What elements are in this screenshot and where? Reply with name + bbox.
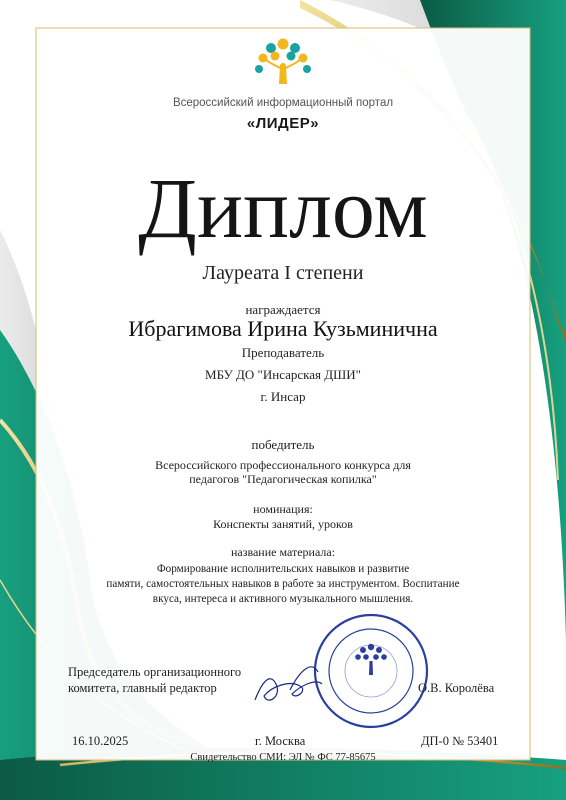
awarded-label: награждается [245, 302, 321, 317]
portal-name: Всероссийский информационный портал [172, 97, 394, 109]
diploma-degree: Лауреата I степени [202, 262, 364, 284]
recipient-organization: МБУ ДО "Инсарская ДШИ" [205, 367, 361, 382]
signer-name: О.В. Королёва [418, 681, 495, 695]
contest-line-1: Всероссийского профессионального конкурса для [155, 458, 411, 472]
recipient-position: Преподаватель [241, 345, 325, 360]
issue-date: 16.10.2025 [72, 734, 129, 748]
nomination-value: Конспекты занятий, уроков [213, 517, 353, 531]
signer-role-line-1: Председатель организационного [68, 665, 242, 679]
diploma-title: Диплом [138, 160, 428, 256]
material-line-1: Формирование исполнительских навыков и развитие [156, 563, 410, 575]
issue-city: г. Москва [255, 734, 306, 748]
material-label: название материала: [230, 545, 336, 559]
recipient-name: Ибрагимова Ирина Кузьминична [128, 316, 438, 341]
material-line-3: вкуса, интереса и активного музыкального мышления. [152, 593, 414, 605]
signer-role-line-2: комитета, главный редактор [68, 681, 217, 695]
contest-line-2: педагогов "Педагогическая копилка" [189, 472, 377, 486]
media-certificate: Свидетельство СМИ: ЭЛ № ФС 77-85675 [190, 752, 376, 763]
nomination-label: номинация: [253, 502, 313, 516]
diploma-number: ДП-0 № 53401 [421, 734, 499, 748]
brand-name: «ЛИДЕР» [246, 115, 320, 132]
result-label: победитель [251, 437, 315, 452]
recipient-city: г. Инсар [260, 389, 306, 404]
material-line-2: памяти, самостоятельных навыков в работе за инструментом. Воспитание [106, 578, 460, 590]
